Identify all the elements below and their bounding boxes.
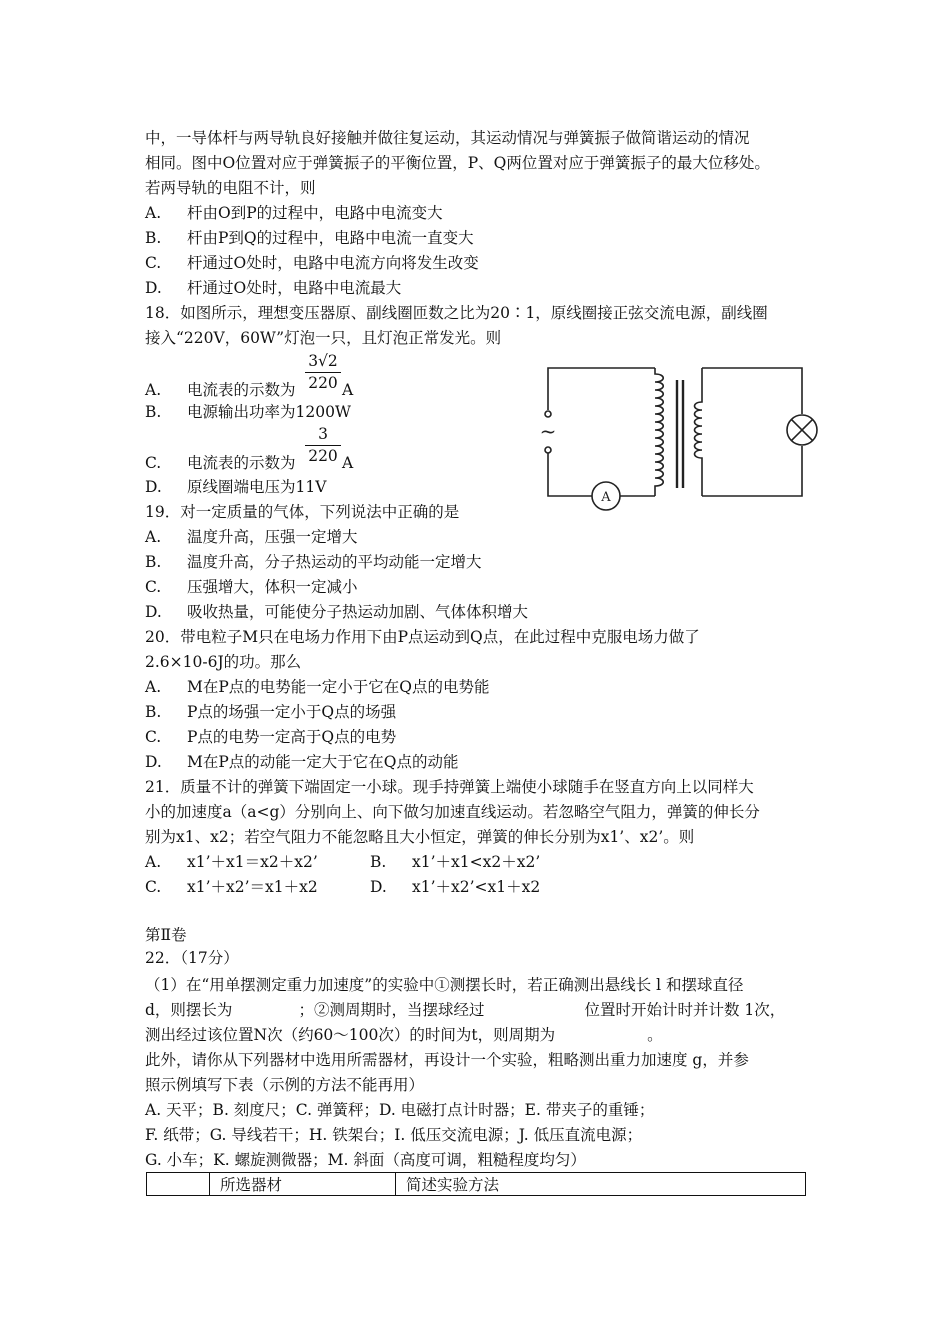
fraction-numerator: 3√2	[305, 351, 341, 373]
q22-part1-line-2: d，则摆长为 ；②测周期时，当摆球经过 位置时开始计时并计数 1次，	[145, 1001, 786, 1019]
q17-option-c[interactable]: C. 杆通过O处时，电路中电流方向将发生改变	[145, 254, 479, 272]
q20-option-c[interactable]: C. P点的电势一定高于Q点的电势	[145, 728, 397, 746]
q21-line-3: 别为x1、x2；若空气阻力不能忽略且大小恒定，弹簧的伸长分别为x1’、x2’。则	[145, 828, 695, 846]
q17-option-d[interactable]: D. 杆通过O处时，电路中电流最大	[145, 279, 402, 297]
q17-line-3: 若两导轨的电阻不计，则	[145, 179, 316, 197]
equipment-list-line-3: G. 小车；K. 螺旋测微器；M. 斜面（高度可调，粗糙程度均匀）	[145, 1151, 586, 1169]
table-header-method: 简述实验方法	[396, 1173, 806, 1196]
q22-part2-line-1: 此外，请你从下列器材中选用所需器材，再设计一个实验，粗略测出重力加速度 g，并参	[145, 1051, 749, 1069]
q21-option-d[interactable]: D. x1’＋x2’<x1＋x2	[370, 878, 541, 896]
q17-option-a[interactable]: A. 杆由O到P的过程中，电路中电流变大	[145, 204, 443, 222]
q20-line-1: 20．带电粒子M只在电场力作用下由P点运动到Q点，在此过程中克服电场力做了	[145, 628, 700, 646]
primary-top-wire	[548, 368, 655, 410]
q17-option-b[interactable]: B. 杆由P到Q的过程中，电路中电流一直变大	[145, 229, 474, 247]
secondary-bottom-wire	[702, 446, 802, 496]
ac-terminal-bottom	[545, 447, 551, 453]
equipment-list-line-2: F. 纸带；G. 导线若干；H. 铁架台；I. 低压交流电源；J. 低压直流电源；	[145, 1126, 643, 1144]
q17-line-1: 中，一导体杆与两导轨良好接触并做往复运动，其运动情况与弹簧振子做简谐运动的情况	[145, 129, 750, 147]
q21-option-b[interactable]: B. x1’＋x1<x2＋x2’	[370, 853, 541, 871]
q18-option-b[interactable]: B. 电源输出功率为1200W	[145, 403, 351, 421]
q20-option-d[interactable]: D. M在P点的动能一定大于它在Q点的动能	[145, 753, 459, 771]
q18-option-c-fraction	[305, 424, 341, 466]
q22-part1-line-1: （1）在“用单摆测定重力加速度”的实验中①测摆长时，若正确测出悬线长 l 和摆球直径	[145, 976, 744, 994]
q18-option-a-unit: A	[342, 381, 354, 399]
secondary-top-wire	[702, 368, 802, 414]
q20-line-2: 2.6×10-6J的功。那么	[145, 653, 302, 671]
fraction-denominator: 220	[308, 447, 338, 465]
q22-part1-line-3: 测出经过该位置N次（约60～100次）的时间为t，则周期为 。	[145, 1026, 663, 1044]
fraction-numerator: 3	[305, 424, 341, 446]
q21-line-1: 21．质量不计的弹簧下端固定一小球。现手持弹簧上端使小球随手在竖直方向上以同样大	[145, 778, 754, 796]
table-header-index	[147, 1173, 210, 1196]
q21-line-2: 小的加速度a（a<g）分别向上、向下做匀加速直线运动。若忽略空气阻力，弹簧的伸长分	[145, 803, 760, 821]
q20-option-a[interactable]: A. M在P点的电势能一定小于它在Q点的电势能	[145, 678, 490, 696]
table-header-equipment: 所选器材	[210, 1173, 396, 1196]
q21-option-c[interactable]: C. x1’＋x2’＝x1＋x2	[145, 878, 318, 896]
q19-stem: 19．对一定质量的气体，下列说法中正确的是	[145, 503, 460, 521]
q19-option-b[interactable]: B. 温度升高，分子热运动的平均动能一定增大	[145, 553, 482, 571]
q19-option-d[interactable]: D. 吸收热量，可能使分子热运动加剧、气体体积增大	[145, 603, 529, 621]
q19-option-a[interactable]: A. 温度升高，压强一定增大	[145, 528, 358, 546]
q22-part2-line-2: 照示例填写下表（示例的方法不能再用）	[145, 1076, 425, 1094]
secondary-coil	[695, 368, 703, 496]
q18-option-d[interactable]: D. 原线圈端电压为11V	[145, 478, 327, 496]
table-header-row	[147, 1173, 806, 1196]
q21-option-a[interactable]: A. x1’＋x1＝x2＋x2’	[145, 853, 318, 871]
q18-option-a[interactable]: A. 电流表的示数为	[145, 381, 296, 399]
q18-option-a-fraction	[305, 351, 341, 393]
q20-option-b[interactable]: B. P点的场强一定小于Q点的场强	[145, 703, 397, 721]
primary-coil	[655, 368, 663, 496]
part2-heading: 第Ⅱ卷	[145, 926, 187, 944]
q18-option-c-unit: A	[342, 454, 354, 472]
q22-title: 22．（17分）	[145, 949, 239, 967]
q18-line-1: 18．如图所示，理想变压器原、副线圈匝数之比为20∶1，原线圈接正弦交流电源，副线圈	[145, 304, 768, 322]
equipment-list-line-1: A. 天平；B. 刻度尺；C. 弹簧秤；D. 电磁打点计时器；E. 带夹子的重锤；	[145, 1101, 655, 1119]
ac-source-symbol: ~	[540, 419, 557, 443]
q18-option-c[interactable]: C. 电流表的示数为	[145, 454, 296, 472]
q19-option-c[interactable]: C. 压强增大，体积一定减小	[145, 578, 358, 596]
q17-line-2: 相同。图中O位置对应于弹簧振子的平衡位置，P、Q两位置对应于弹簧振子的最大位移处。	[145, 154, 770, 172]
ammeter-label: A	[601, 490, 611, 505]
fraction-denominator: 220	[308, 374, 338, 392]
primary-bottom-wire	[548, 452, 592, 496]
transformer-circuit-diagram	[540, 360, 820, 520]
experiment-answer-table	[146, 1172, 806, 1196]
q18-line-2: 接入“220V，60W”灯泡一只，且灯泡正常发光。则	[145, 329, 502, 347]
ac-terminal-top	[545, 411, 551, 417]
